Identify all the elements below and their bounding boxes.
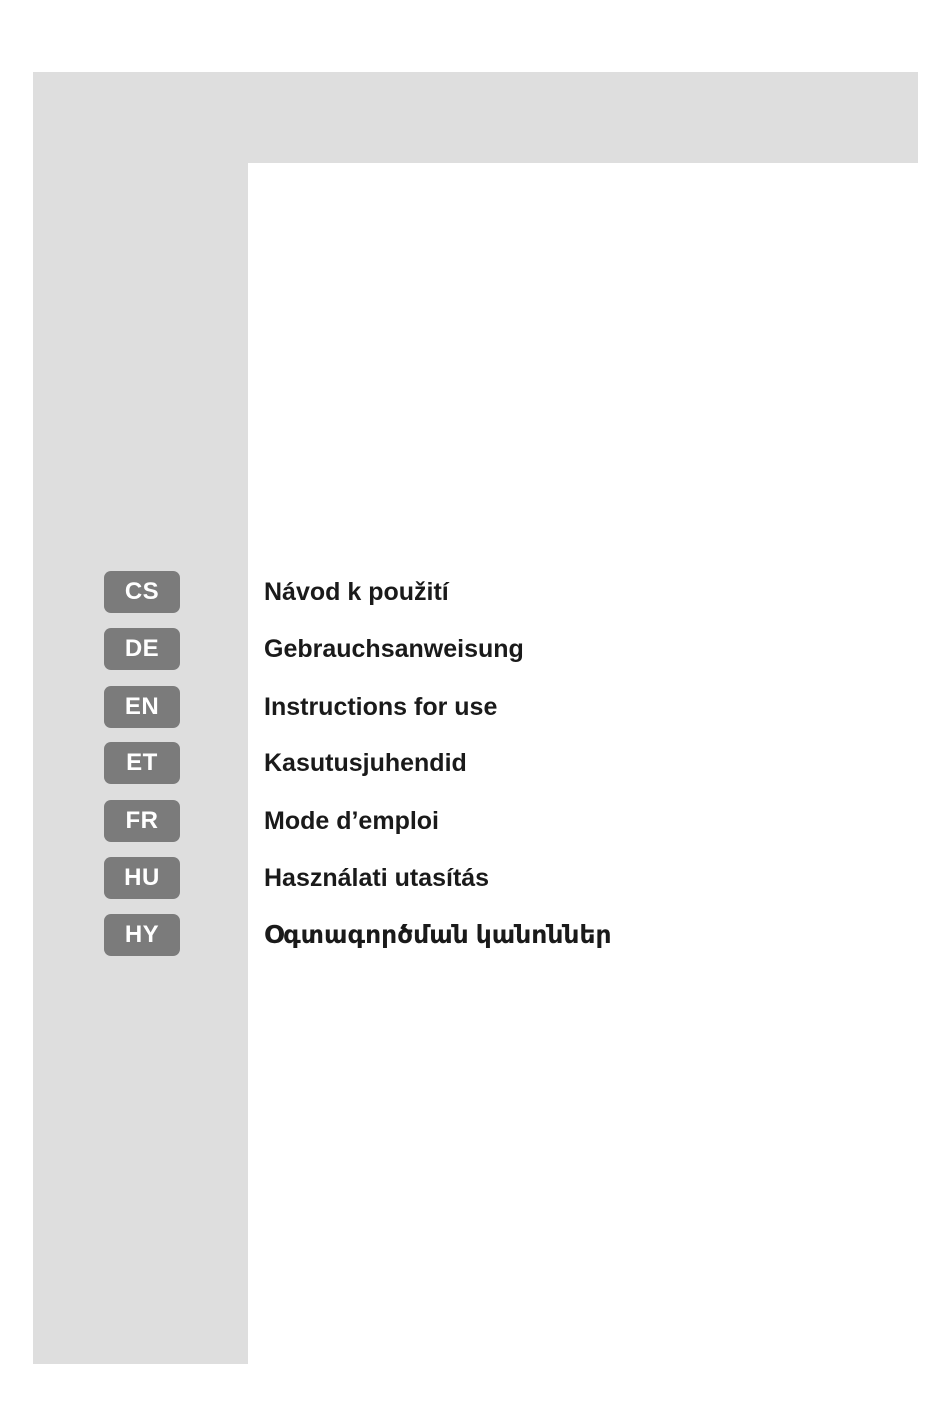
language-badge-de[interactable]: DE	[104, 628, 180, 670]
language-row-hy[interactable]	[104, 914, 612, 956]
language-title-hu: Használati utasítás	[264, 864, 490, 892]
language-row-et[interactable]	[104, 742, 467, 784]
language-title-hy: Օգտագործման կանոններ	[264, 921, 612, 949]
language-row-en[interactable]	[104, 686, 498, 728]
language-title-cs: Návod k použití	[264, 578, 449, 606]
language-title-et: Kasutusjuhendid	[264, 749, 467, 777]
language-title-fr: Mode d’emploi	[264, 807, 439, 835]
language-badge-en[interactable]: EN	[104, 686, 180, 728]
language-badge-hu[interactable]: HU	[104, 857, 180, 899]
language-badge-hy[interactable]: HY	[104, 914, 180, 956]
language-badge-fr[interactable]: FR	[104, 800, 180, 842]
language-row-hu[interactable]	[104, 857, 490, 899]
language-row-fr[interactable]	[104, 800, 439, 842]
language-row-de[interactable]	[104, 628, 524, 670]
language-badge-et[interactable]: ET	[104, 742, 180, 784]
language-badge-cs[interactable]: CS	[104, 571, 180, 613]
language-title-de: Gebrauchsanweisung	[264, 635, 524, 663]
language-title-en: Instructions for use	[264, 693, 498, 721]
language-row-cs[interactable]	[104, 571, 449, 613]
